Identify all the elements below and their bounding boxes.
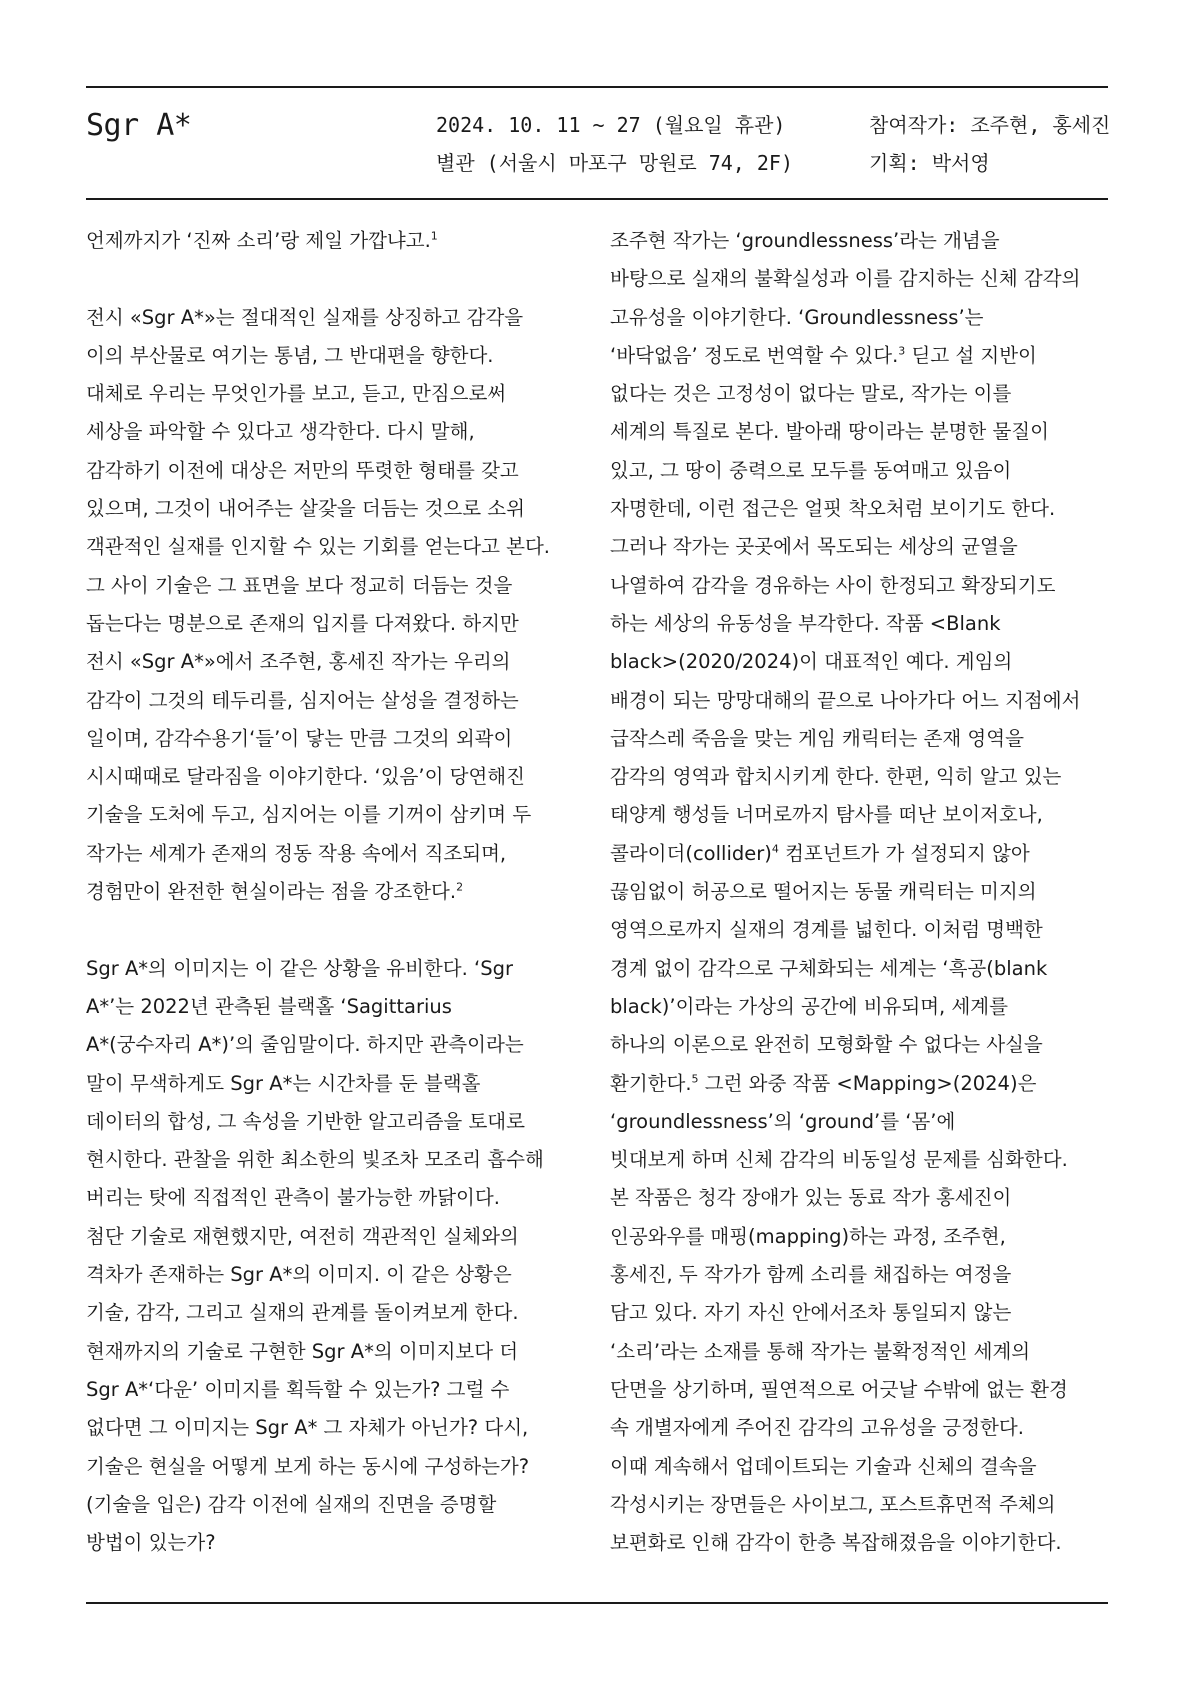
artist-paragraph-part-a: 조주현 작가는 ‘groundlessness’라는 개념을 바탕으로 실재의 불확실성과 이를 감지하는 신체 감각의 고유성을 이야기한다. ‘Groundlessness’는 ‘바닥없음’ 정도로 번역할 수 있다. (610, 229, 1081, 367)
footnote-ref-2: 2 (456, 880, 464, 894)
footnote-ref-5: 5 (691, 1072, 699, 1086)
opening-quote-text: 언제까지가 ‘진짜 소리’랑 제일 가깝냐고. (86, 229, 431, 252)
credits (869, 106, 1110, 182)
footnote-ref-4: 4 (771, 842, 779, 856)
artist-paragraph (610, 222, 1110, 1562)
artist-paragraph-part-b: 딛고 설 지반이 없다는 것은 고정성이 없다는 말로, 작가는 이를 세계의 특질로 본다. 발아래 땅이라는 분명한 물질이 있고, 그 땅이 중력으로 모두를 동여매고 있음이 자명한데, 이런 접근은 얼핏 착오처럼 보이기도 한다. 그러나 작가는 곳곳에서 목도되는 세상의 균열을 나열하여 감각을 경유하는 사이 한정되고 확장되기도 하는 세상의 유동성을 부각한다. 작품 <Blank black>(2020/2024)이 대표적인 예다. 게임의 배경이 되는 망망대해의 끝으로 나아가다 어느 지점에서 급작스레 죽음을 맞는 게임 캐릭터는 존재 영역을 감각의 영역과 합치시키게 한다. 한편, 익히 알고 있는 태양계 행성들 너머로까지 탐사를 떠난 보이저호나, 콜라이더(collider) (610, 343, 1081, 865)
sgr-image-paragraph: Sgr A*의 이미지는 이 같은 상황을 유비한다. ‘Sgr A*’는 2022년 관측된 블랙홀 ‘Sagittarius A*(궁수자리 A*)’의 줄임말이다. 하지만 관측이라는 말이 무색하게도 Sgr A*는 시간차를 둔 블랙홀 데이터의 합성, 그 속성을 기반한 알고리즘을 토대로 현시한다. 관찰을 위한 최소한의 빛조차 모조리 흡수해 버리는 탓에 직접적인 관측이 불가능한 까닭이다. 첨단 기술로 재현했지만, 여전히 객관적인 실체와의 격차가 존재하는 Sgr A*의 이미지. 이 같은 상황은 기술, 감각, 그리고 실재의 관계를 돌이켜보게 한다. 현재까지의 기술로 구현한 Sgr A*의 이미지보다 더 Sgr A*‘다운’ 이미지를 획득할 수 있는가? 그럴 수 없다면 그 이미지는 Sgr A* 그 자체가 아닌가? 다시, 기술은 현실을 어떻게 보게 하는 동시에 구성하는가? (기술을 입은) 감각 이전에 실재의 진면을 증명할 방법이 있는가? (86, 956, 544, 1555)
artist-paragraph-part-d: 그런 와중 작품 <Mapping>(2024)은 ‘groundlessness’의 ‘ground’를 ‘몸’에 빗대보게 하며 신체 감각의 비동일성 문제를 심화한다. 본 작품은 청각 장애가 있는 동료 작가 홍세진이 인공와우를 매핑(mapping)하는 과정, 조주현, 홍세진, 두 작가가 함께 소리를 채집하는 여정을 담고 있다. 자기 자신 안에서조차 통일되지 않는 ‘소리’라는 소재를 통해 작가는 불확정적인 세계의 단면을 상기하며, 필연적으로 어긋날 수밖에 없는 환경 속 개별자에게 주어진 감각의 고유성을 긍정한다. 이때 계속해서 업데이트되는 기술과 신체의 결속을 각성시키는 장면들은 사이보그, 포스트휴먼적 주체의 보편화로 인해 감각이 한층 복잡해졌음을 이야기한다. (610, 1071, 1068, 1555)
exhibition-dates: 2024. 10. 11 ~ 27 (월요일 휴관) (436, 113, 786, 137)
intro-paragraph-text: 전시 «Sgr A*»는 절대적인 실재를 상징하고 감각을 이의 부산물로 여기는 통념, 그 반대편을 향한다. 대체로 우리는 무엇인가를 보고, 듣고, 만짐으로써 세상을 파악할 수 있다고 생각한다. 다시 말해, 감각하기 이전에 대상은 저만의 뚜렷한 형태를 갖고 있으며, 그것이 내어주는 살갗을 더듬는 것으로 소위 객관적인 실재를 인지할 수 있는 기회를 얻는다고 본다. 그 사이 기술은 그 표면을 보다 정교히 더듬는 것을 돕는다는 명분으로 존재의 입지를 다져왔다. 하지만 전시 «Sgr A*»에서 조주현, 홍세진 작가는 우리의 감각이 그것의 테두리를, 심지어는 살성을 결정하는 일이며, 감각수용기‘들’이 닿는 만큼 그것의 외곽이 시시때때로 달라짐을 이야기한다. ‘있음’이 당연해진 기술을 도처에 두고, 심지어는 이를 기꺼이 삼키며 두 작가는 세계가 존재의 정동 작용 속에서 직조되며, 경험만이 완전한 현실이라는 점을 강조한다. (86, 305, 551, 904)
left-column (86, 222, 586, 1562)
exhibition-info (436, 106, 793, 182)
footnote-ref-3: 3 (898, 344, 906, 358)
artists-credit: 참여작가: 조주현, 홍세진 (869, 113, 1111, 137)
bottom-divider (86, 1602, 1108, 1604)
footnote-ref-1: 1 (430, 229, 438, 243)
header (86, 86, 1111, 198)
artist-paragraph-part-c: 컴포넌트가 가 설정되지 않아 끊임없이 허공으로 떨어지는 동물 캐릭터는 미지의 영역으로까지 실재의 경계를 넓힌다. 이처럼 명백한 경계 없이 감각으로 구체화되는 세계는 ‘흑공(blank black)’이라는 가상의 공간에 비유되며, 세계를 하나의 이론으로 완전히 모형화할 수 없다는 사실을 환기한다. (610, 841, 1048, 1095)
intro-paragraph (86, 299, 586, 912)
header-divider (86, 198, 1108, 200)
curator-credit: 기획: 박서영 (869, 151, 990, 175)
exhibition-venue: 별관 (서울시 마포구 망원로 74, 2F) (436, 151, 794, 175)
exhibition-title: Sgr A* (86, 108, 192, 143)
right-column (610, 222, 1110, 1562)
opening-quote (86, 222, 586, 260)
